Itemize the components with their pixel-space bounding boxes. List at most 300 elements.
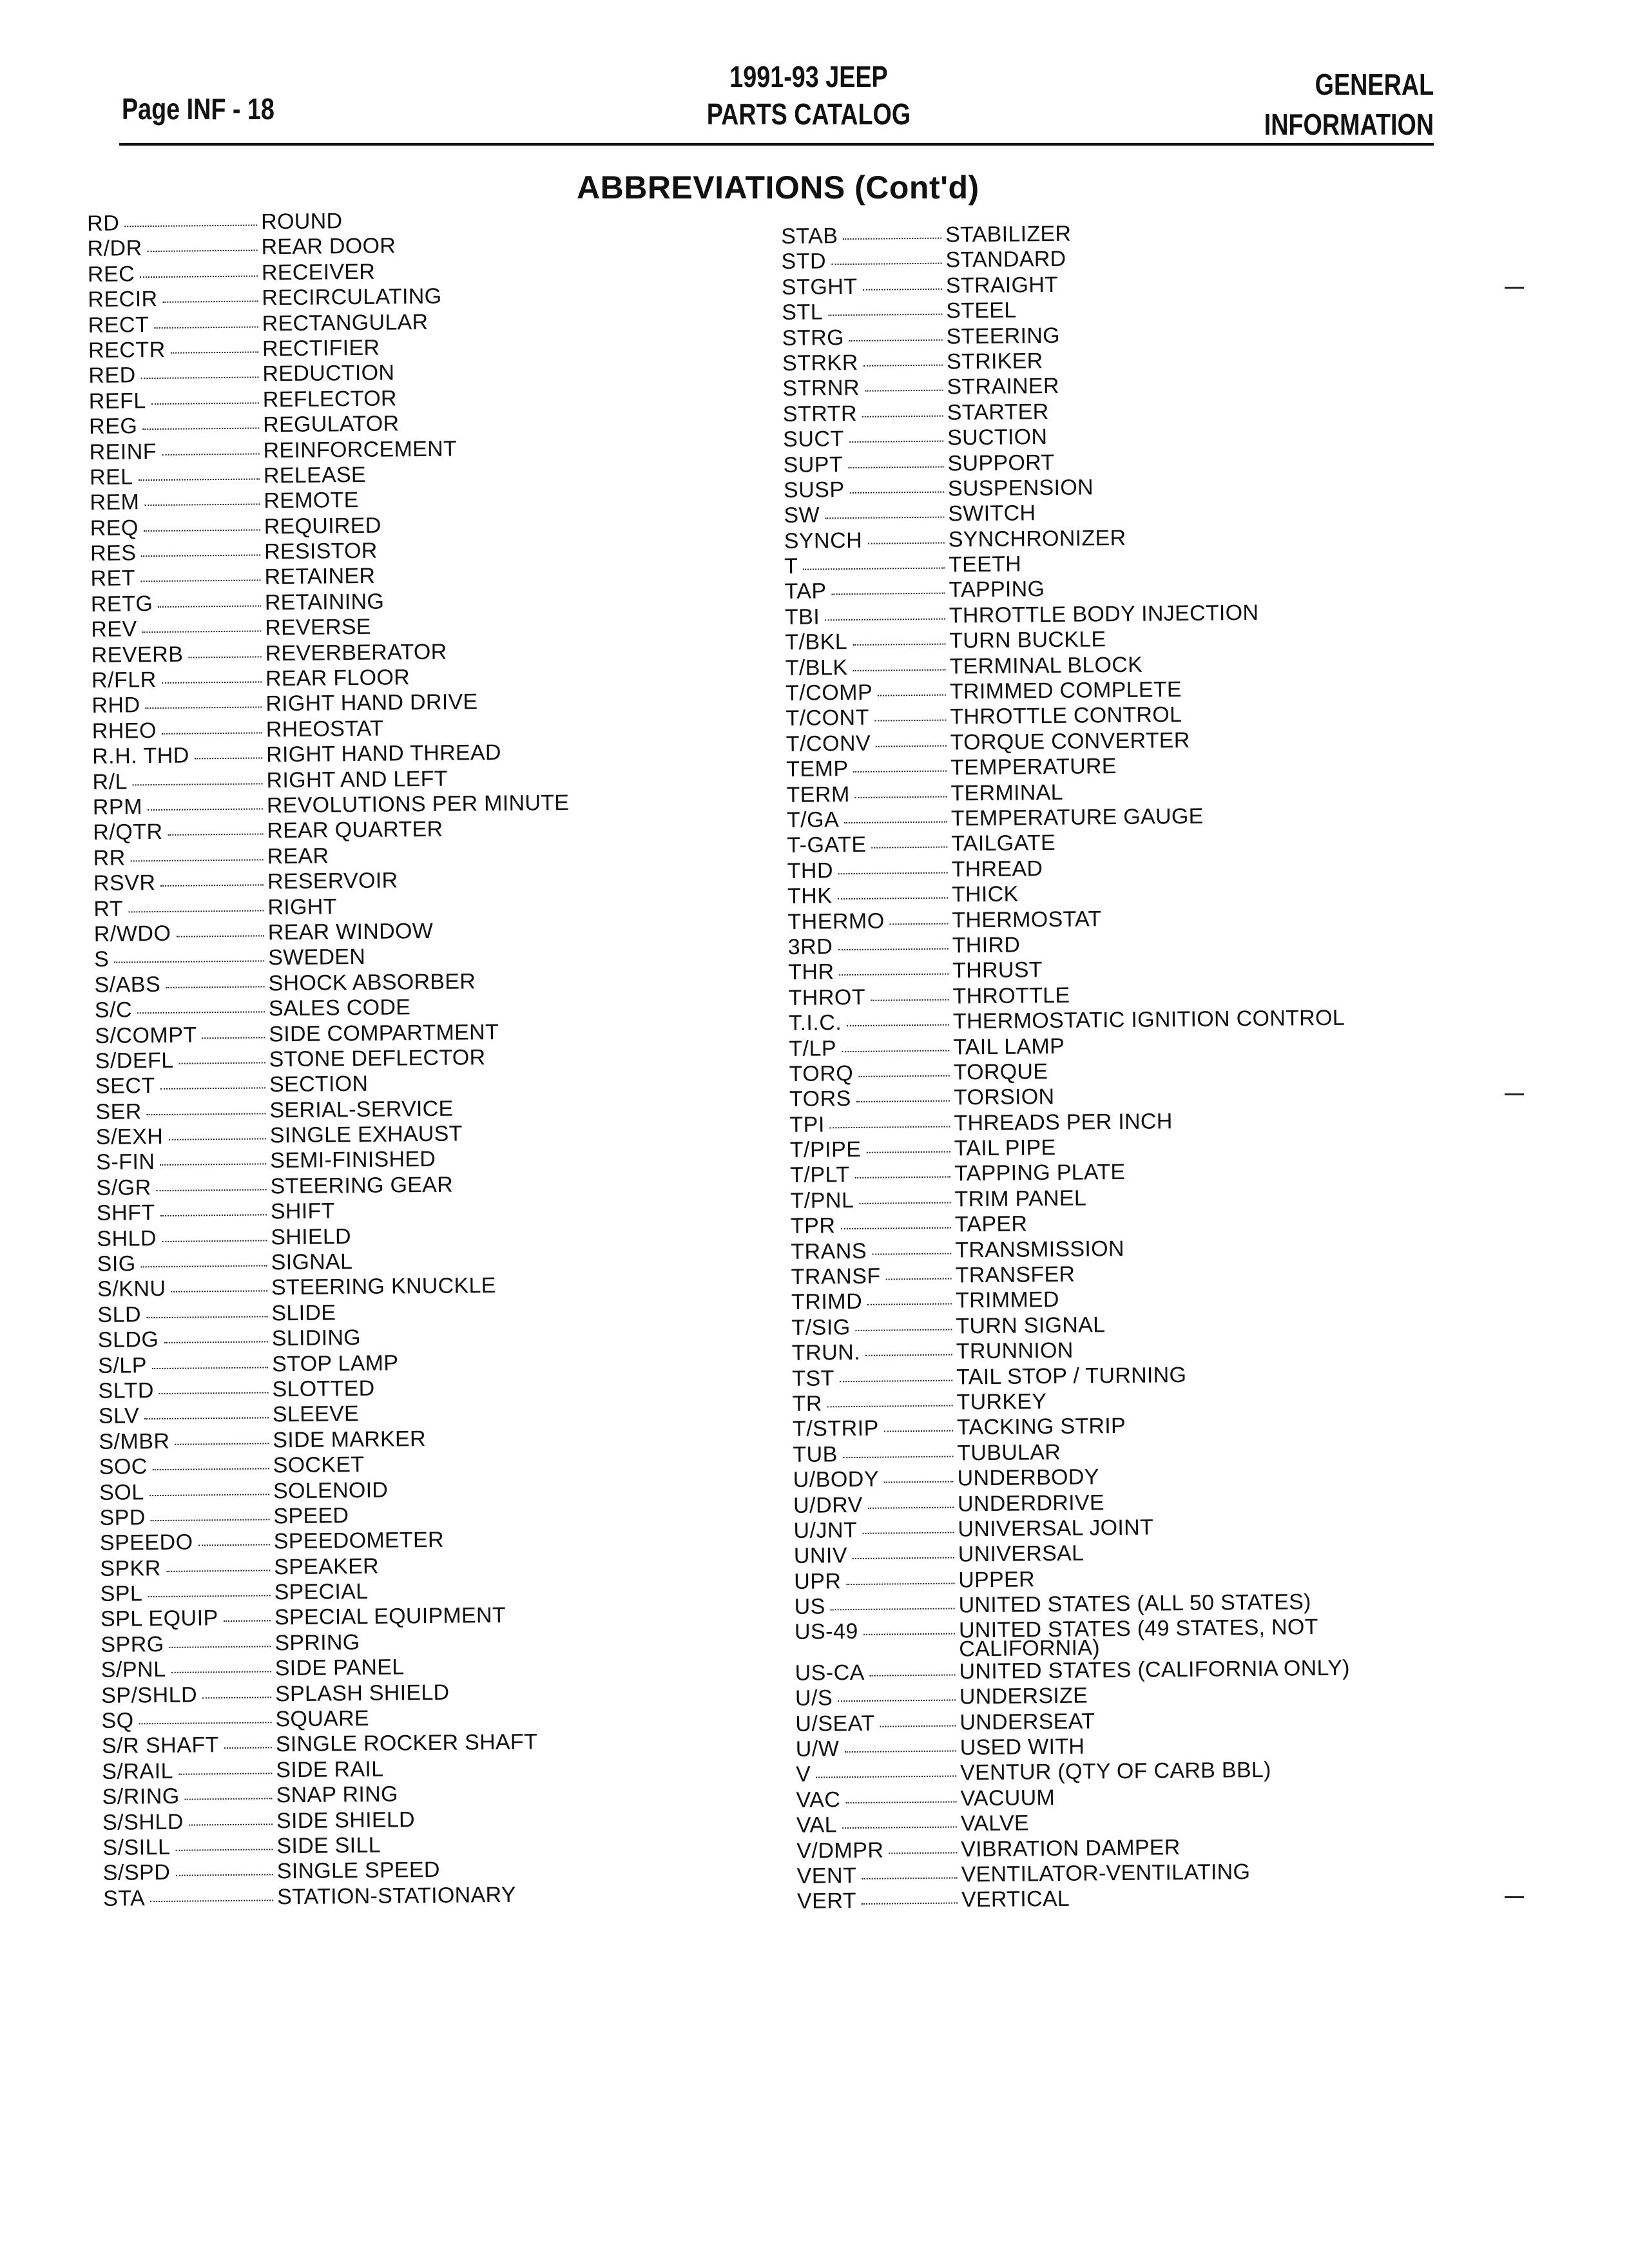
dot-leader <box>830 1126 950 1128</box>
dot-leader <box>849 441 943 443</box>
abbreviation-meaning: STOP LAMP <box>272 1350 399 1376</box>
abbreviation-meaning: SPEEDOMETER <box>273 1528 445 1554</box>
abbreviation-code: THD <box>787 858 834 883</box>
abbreviation-lead <box>790 1162 954 1188</box>
abbreviation-lead <box>98 1327 272 1354</box>
abbreviation-lead <box>88 336 262 363</box>
abbreviation-meaning: SLEEVE <box>272 1401 360 1427</box>
dot-leader <box>140 580 261 582</box>
abbreviation-lead <box>96 1149 270 1176</box>
abbreviation-meaning: TRIM PANEL <box>954 1186 1087 1212</box>
abbreviation-lead <box>789 1010 953 1036</box>
abbreviation-code: SUSP <box>783 477 845 503</box>
dot-leader <box>845 1801 956 1803</box>
abbreviation-lead <box>795 1710 959 1736</box>
dot-leader <box>858 1075 949 1077</box>
abbreviation-code: RET <box>90 566 136 591</box>
abbreviation-lead <box>99 1504 273 1531</box>
dot-leader <box>872 1253 951 1254</box>
abbreviation-code: T <box>784 553 798 579</box>
abbreviation-meaning-continued: CALIFORNIA) <box>959 1635 1101 1662</box>
catalog-title-line1: 1991-93 JEEP <box>729 60 888 93</box>
abbreviation-code: SOC <box>99 1454 148 1480</box>
dot-leader <box>855 796 947 798</box>
abbreviation-meaning: UNDERDRIVE <box>957 1490 1105 1516</box>
margin-tick <box>1505 1093 1524 1095</box>
abbreviation-meaning: SHOCK ABSORBER <box>268 968 476 996</box>
abbreviation-meaning: STEERING KNUCKLE <box>271 1273 496 1300</box>
abbreviation-lead <box>791 1263 956 1289</box>
abbreviation-list-left <box>87 207 580 1912</box>
dot-leader <box>831 263 942 265</box>
abbreviation-lead <box>92 692 265 719</box>
abbreviation-code: S/SHLD <box>102 1809 184 1835</box>
abbreviation-code: S/SPD <box>102 1860 171 1886</box>
dot-leader <box>856 1100 950 1102</box>
abbreviation-meaning: SOLENOID <box>273 1477 389 1503</box>
abbreviation-meaning: TAIL STOP / TURNING <box>956 1362 1187 1390</box>
abbreviation-code: S/MBR <box>99 1428 170 1454</box>
dot-leader <box>171 1671 271 1673</box>
abbreviation-lead <box>99 1403 273 1430</box>
abbreviation-lead <box>90 489 264 516</box>
abbreviation-lead <box>99 1428 273 1455</box>
abbreviation-code: STRG <box>782 325 845 351</box>
dot-leader <box>163 301 258 303</box>
abbreviation-code: SPEEDO <box>99 1530 193 1556</box>
abbreviation-lead <box>101 1606 275 1633</box>
abbreviation-meaning: RIGHT <box>267 894 337 919</box>
abbreviation-code: RETG <box>90 591 153 617</box>
abbreviation-code: S/KNU <box>97 1276 166 1302</box>
dot-leader <box>825 618 945 620</box>
dot-leader <box>162 1240 267 1242</box>
abbreviation-code: SPD <box>99 1505 146 1530</box>
abbreviation-meaning: TAPPING PLATE <box>954 1160 1126 1186</box>
abbreviation-code: SQ <box>101 1708 134 1733</box>
abbreviation-meaning: TORQUE <box>953 1059 1048 1085</box>
abbreviation-meaning: SPRING <box>275 1629 360 1656</box>
dot-leader <box>843 238 941 240</box>
abbreviation-lead <box>794 1568 958 1594</box>
abbreviation-meaning: TORQUE CONVERTER <box>950 727 1190 755</box>
abbreviation-lead <box>788 959 952 985</box>
abbreviation-lead <box>100 1530 274 1557</box>
abbreviation-lead <box>785 629 949 655</box>
abbreviation-lead <box>88 362 262 389</box>
dot-leader <box>878 695 946 697</box>
abbreviation-lead <box>95 1022 269 1049</box>
dot-leader <box>179 1062 265 1064</box>
abbreviation-code: SYNCH <box>784 528 863 553</box>
abbreviation-meaning: STRAINER <box>947 374 1059 399</box>
abbreviation-code: US-CA <box>795 1660 865 1686</box>
abbreviation-meaning: TEMPERATURE <box>950 754 1117 780</box>
abbreviation-code: T/SIG <box>791 1314 851 1340</box>
dot-leader <box>151 1519 270 1521</box>
abbreviation-lead <box>99 1479 273 1506</box>
dot-leader <box>840 974 949 976</box>
abbreviation-meaning: SIDE SHIELD <box>276 1807 416 1833</box>
abbreviation-code: T/CONV <box>786 731 871 756</box>
abbreviation-code: SP/SHLD <box>101 1682 198 1708</box>
abbreviation-lead <box>787 806 951 832</box>
abbreviation-code: T/CONT <box>786 706 870 731</box>
dot-leader <box>162 453 260 455</box>
abbreviation-lead <box>782 273 946 300</box>
abbreviation-lead <box>89 387 263 414</box>
abbreviation-lead <box>91 590 265 617</box>
abbreviation-meaning: STARTER <box>947 399 1049 425</box>
dot-leader <box>853 644 945 646</box>
abbreviation-code: STRKR <box>782 350 858 376</box>
abbreviation-code: SPL <box>100 1581 143 1606</box>
dot-leader <box>131 859 264 861</box>
abbreviation-meaning: THROTTLE BODY INJECTION <box>949 600 1259 628</box>
abbreviation-code: U/JNT <box>793 1517 858 1543</box>
abbreviation-code: R/FLR <box>91 668 157 693</box>
abbreviation-code: T/PLT <box>789 1162 850 1188</box>
abbreviation-meaning: TEETH <box>948 552 1022 577</box>
abbreviation-meaning: REFLECTOR <box>262 386 397 412</box>
dot-leader <box>870 1674 956 1676</box>
abbreviation-lead <box>796 1812 961 1838</box>
page-number: Page INF - 18 <box>122 92 275 126</box>
abbreviation-lead <box>92 717 266 744</box>
abbreviation-code: SLDG <box>97 1327 159 1353</box>
abbreviation-meaning: SINGLE ROCKER SHAFT <box>275 1729 538 1757</box>
dot-leader <box>867 542 944 544</box>
abbreviation-meaning: THROTTLE <box>952 983 1070 1009</box>
abbreviation-meaning: VALVE <box>960 1811 1030 1836</box>
abbreviation-lead <box>796 1862 961 1888</box>
dot-leader <box>188 656 261 658</box>
dot-leader <box>160 1215 267 1217</box>
abbreviation-meaning: THREADS PER INCH <box>954 1108 1173 1136</box>
abbreviation-code: REQ <box>90 515 139 541</box>
dot-leader <box>202 1696 271 1698</box>
abbreviation-lead <box>92 768 266 795</box>
abbreviation-meaning: VENTILATOR-VENTILATING <box>961 1860 1251 1887</box>
abbreviation-meaning: SUCTION <box>947 425 1048 450</box>
abbreviation-meaning: THERMOSTAT <box>952 906 1102 933</box>
abbreviation-code: UNIV <box>793 1543 848 1569</box>
abbreviation-meaning: THREAD <box>951 856 1043 882</box>
abbreviation-lead <box>88 311 262 338</box>
abbreviation-meaning: VENTUR (QTY OF CARB BBL) <box>959 1758 1271 1785</box>
abbreviation-lead <box>791 1213 955 1239</box>
dot-leader <box>198 1544 270 1546</box>
dot-leader <box>178 1773 272 1774</box>
abbreviation-meaning: TAPER <box>954 1211 1028 1237</box>
abbreviation-lead <box>786 781 950 807</box>
abbreviation-lead <box>101 1657 275 1684</box>
margin-tick <box>1505 287 1524 289</box>
abbreviation-meaning: VACUUM <box>960 1785 1055 1811</box>
abbreviation-code: VAL <box>796 1812 838 1838</box>
abbreviation-lead <box>787 883 952 909</box>
abbreviation-lead <box>797 1888 961 1914</box>
dot-leader <box>176 935 264 937</box>
abbreviation-code: SPRG <box>101 1631 164 1657</box>
dot-leader <box>842 1050 949 1052</box>
abbreviation-meaning: RHEOSTAT <box>265 716 384 742</box>
abbreviation-code: RHD <box>92 693 140 718</box>
dot-leader <box>871 999 949 1001</box>
abbreviation-meaning: REVOLUTIONS PER MINUTE <box>266 790 570 818</box>
abbreviation-lead <box>93 844 267 871</box>
abbreviation-meaning: SEMI-FINISHED <box>269 1147 436 1173</box>
abbreviation-code: VERT <box>796 1888 857 1914</box>
abbreviation-lead <box>87 209 261 236</box>
abbreviation-code: S/LP <box>98 1352 148 1378</box>
dot-leader <box>152 1367 268 1369</box>
abbreviation-meaning: UNIVERSAL <box>958 1541 1084 1567</box>
abbreviation-meaning: TERMINAL BLOCK <box>949 652 1143 679</box>
abbreviation-lead <box>94 920 268 947</box>
dot-leader <box>148 808 263 811</box>
abbreviation-meaning: TAIL LAMP <box>953 1033 1065 1059</box>
abbreviation-meaning: TRIMMED COMPLETE <box>949 677 1182 704</box>
abbreviation-code: TPI <box>789 1112 825 1137</box>
abbreviation-code: UPR <box>794 1568 842 1594</box>
abbreviation-meaning: UNITED STATES (ALL 50 STATES) <box>958 1590 1311 1618</box>
abbreviation-lead <box>98 1352 272 1379</box>
abbreviation-code: S/GR <box>96 1175 151 1200</box>
abbreviation-code: SLTD <box>98 1378 155 1403</box>
abbreviation-entry <box>102 1729 579 1759</box>
abbreviation-code: U/S <box>795 1686 833 1711</box>
dot-leader <box>171 1291 268 1293</box>
abbreviation-meaning: UNITED STATES (CALIFORNIA ONLY) <box>959 1655 1350 1684</box>
abbreviation-code: T.I.C. <box>788 1010 842 1036</box>
abbreviation-lead <box>92 666 265 693</box>
abbreviation-meaning: TURKEY <box>956 1389 1047 1415</box>
abbreviation-meaning: TORSION <box>953 1084 1055 1110</box>
abbreviation-lead <box>89 438 263 465</box>
abbreviation-lead <box>94 946 268 973</box>
abbreviation-lead <box>101 1682 275 1709</box>
dot-leader <box>149 1494 269 1496</box>
abbreviation-lead <box>97 1301 271 1328</box>
indent-spacer <box>795 1656 959 1657</box>
abbreviation-lead <box>783 400 947 427</box>
abbreviation-lead <box>95 1047 269 1074</box>
abbreviation-lead <box>782 324 947 351</box>
dot-leader <box>146 1316 267 1318</box>
abbreviation-code: T/LP <box>789 1035 837 1061</box>
abbreviation-meaning: STANDARD <box>945 247 1066 273</box>
abbreviation-code: R/L <box>92 769 128 794</box>
abbreviation-lead <box>781 248 945 274</box>
abbreviation-code: SUPT <box>783 452 843 477</box>
abbreviation-meaning: STABILIZER <box>945 221 1072 247</box>
abbreviation-meaning: THROTTLE CONTROL <box>950 702 1182 729</box>
dot-leader <box>151 402 259 405</box>
abbreviation-meaning: STRAIGHT <box>945 272 1059 298</box>
abbreviation-code: T/BLK <box>785 655 848 680</box>
abbreviation-code: VAC <box>796 1787 841 1812</box>
abbreviation-code: RECTR <box>88 337 166 363</box>
dot-leader <box>175 1874 273 1876</box>
abbreviation-code: RES <box>90 541 137 566</box>
abbreviation-meaning: REMOTE <box>264 488 359 514</box>
dot-leader <box>859 1202 950 1204</box>
abbreviation-lead <box>97 1225 271 1252</box>
abbreviation-meaning: REAR DOOR <box>261 233 396 260</box>
abbreviation-lead <box>795 1619 959 1645</box>
abbreviation-code: SPKR <box>100 1555 161 1581</box>
abbreviation-lead <box>782 299 946 325</box>
abbreviation-code: THK <box>787 883 833 909</box>
abbreviation-lead <box>795 1659 959 1686</box>
dot-leader <box>843 1456 954 1458</box>
abbreviation-meaning: SPECIAL EQUIPMENT <box>274 1603 506 1630</box>
abbreviation-meaning: REVERBERATOR <box>265 639 447 666</box>
dot-leader <box>838 898 949 900</box>
dot-leader <box>142 428 259 430</box>
abbreviation-meaning: SALES CODE <box>268 995 411 1021</box>
abbreviation-meaning: SLOTTED <box>272 1376 375 1402</box>
abbreviation-entry <box>797 1884 1353 1915</box>
abbreviation-code: TRANS <box>791 1238 867 1264</box>
abbreviation-code: S/C <box>94 997 133 1023</box>
abbreviation-meaning: REQUIRED <box>264 513 381 539</box>
dot-leader <box>141 377 259 380</box>
abbreviation-lead <box>793 1517 958 1543</box>
abbreviation-code: TR <box>792 1391 823 1416</box>
abbreviation-lead <box>784 476 948 503</box>
dot-leader <box>865 1354 952 1356</box>
dot-leader <box>144 1418 269 1420</box>
abbreviation-lead <box>782 375 947 401</box>
abbreviation-code: TERM <box>786 782 851 807</box>
abbreviation-meaning: TRUNNION <box>956 1338 1074 1364</box>
dot-leader <box>144 504 260 506</box>
abbreviation-meaning: SIDE COMPARTMENT <box>269 1019 499 1046</box>
dot-leader <box>164 1341 267 1344</box>
abbreviation-lead <box>95 1073 269 1100</box>
abbreviation-lead <box>793 1466 958 1493</box>
abbreviation-meaning: SIGNAL <box>271 1249 353 1275</box>
abbreviation-lead <box>101 1631 275 1658</box>
abbreviation-lead <box>786 756 950 782</box>
abbreviation-meaning: UNIVERSAL JOINT <box>958 1515 1154 1542</box>
abbreviation-code: S-FIN <box>95 1149 155 1175</box>
abbreviation-code: SIG <box>97 1251 136 1276</box>
abbreviation-code: S/R SHAFT <box>101 1733 220 1759</box>
dot-leader <box>862 1877 957 1879</box>
abbreviation-lead <box>793 1492 958 1518</box>
abbreviation-code: U/W <box>795 1736 840 1762</box>
abbreviation-code: R.H. THD <box>92 743 190 769</box>
dot-leader <box>856 1329 952 1331</box>
abbreviation-code: RSVR <box>93 870 156 896</box>
abbreviation-meaning: SWEDEN <box>267 945 366 970</box>
dot-leader <box>863 365 943 367</box>
abbreviation-meaning: SERIAL-SERVICE <box>269 1096 454 1123</box>
dot-leader <box>840 1379 952 1382</box>
abbreviation-code: VENT <box>796 1863 857 1888</box>
abbreviation-code: RR <box>93 845 126 870</box>
abbreviation-meaning: REAR FLOOR <box>265 665 410 691</box>
abbreviation-lead <box>102 1733 276 1760</box>
dot-leader <box>154 326 258 329</box>
abbreviation-lead <box>784 578 949 604</box>
dot-leader <box>168 834 264 836</box>
abbreviation-meaning: RESERVOIR <box>267 868 398 894</box>
abbreviation-code: R/DR <box>87 236 142 262</box>
abbreviation-meaning: TAILGATE <box>951 831 1056 856</box>
abbreviation-code: T/STRIP <box>792 1416 879 1442</box>
abbreviation-meaning: SWITCH <box>948 501 1036 526</box>
abbreviation-meaning: REAR <box>267 843 329 869</box>
abbreviation-meaning: REVERSE <box>265 615 372 640</box>
dot-leader <box>831 1608 955 1611</box>
dot-leader <box>874 720 946 722</box>
abbreviation-meaning: SLIDE <box>271 1300 336 1326</box>
abbreviation-lead <box>795 1685 959 1711</box>
dot-leader <box>224 1747 272 1749</box>
abbreviation-code: STGHT <box>781 274 858 300</box>
dot-leader <box>886 1278 952 1280</box>
abbreviation-lead <box>788 984 952 1010</box>
abbreviation-code: SPL EQUIP <box>100 1606 218 1632</box>
abbreviation-meaning: ROUND <box>260 209 343 235</box>
dot-leader <box>803 568 945 570</box>
abbreviation-code: TORS <box>789 1086 852 1112</box>
abbreviation-meaning: SUSPENSION <box>947 475 1094 501</box>
dot-leader <box>862 415 943 417</box>
abbreviation-meaning: SNAP RING <box>276 1782 398 1808</box>
abbreviation-code: STA <box>102 1886 146 1911</box>
abbreviation-entry <box>101 1602 577 1632</box>
abbreviation-meaning: UNDERSIZE <box>959 1683 1088 1709</box>
abbreviation-code: TBI <box>784 604 820 629</box>
abbreviation-meaning: SQUARE <box>275 1706 370 1732</box>
dot-leader <box>872 847 948 849</box>
abbreviation-lead <box>93 895 267 922</box>
abbreviation-lead <box>788 933 952 959</box>
dot-leader <box>153 1468 269 1471</box>
abbreviation-lead <box>789 1060 953 1086</box>
dot-leader <box>889 1852 958 1854</box>
abbreviation-lead <box>792 1365 956 1391</box>
abbreviation-code: T/PNL <box>790 1187 854 1213</box>
dot-leader <box>158 605 261 608</box>
abbreviation-lead <box>97 1250 271 1277</box>
abbreviation-code: THR <box>787 959 834 985</box>
dot-leader <box>142 631 262 633</box>
abbreviation-meaning: REAR WINDOW <box>267 918 434 945</box>
dot-leader <box>827 1405 953 1407</box>
abbreviation-lead <box>100 1555 274 1582</box>
dot-leader <box>828 314 942 316</box>
abbreviation-code: S/SILL <box>102 1834 171 1860</box>
abbreviation-meaning: STRIKER <box>946 349 1043 374</box>
dot-leader <box>128 910 264 912</box>
dot-leader <box>832 593 945 595</box>
abbreviation-meaning: UPPER <box>958 1567 1036 1593</box>
abbreviation-meaning: STEERING GEAR <box>270 1172 454 1199</box>
abbreviation-lead <box>796 1786 960 1812</box>
dot-leader <box>855 1177 950 1178</box>
abbreviation-code: TRIMD <box>791 1289 863 1315</box>
abbreviation-code: TEMP <box>786 756 849 782</box>
abbreviation-meaning: STONE DEFLECTOR <box>269 1045 486 1072</box>
abbreviation-code: REL <box>89 465 133 490</box>
dot-leader <box>169 1646 271 1648</box>
